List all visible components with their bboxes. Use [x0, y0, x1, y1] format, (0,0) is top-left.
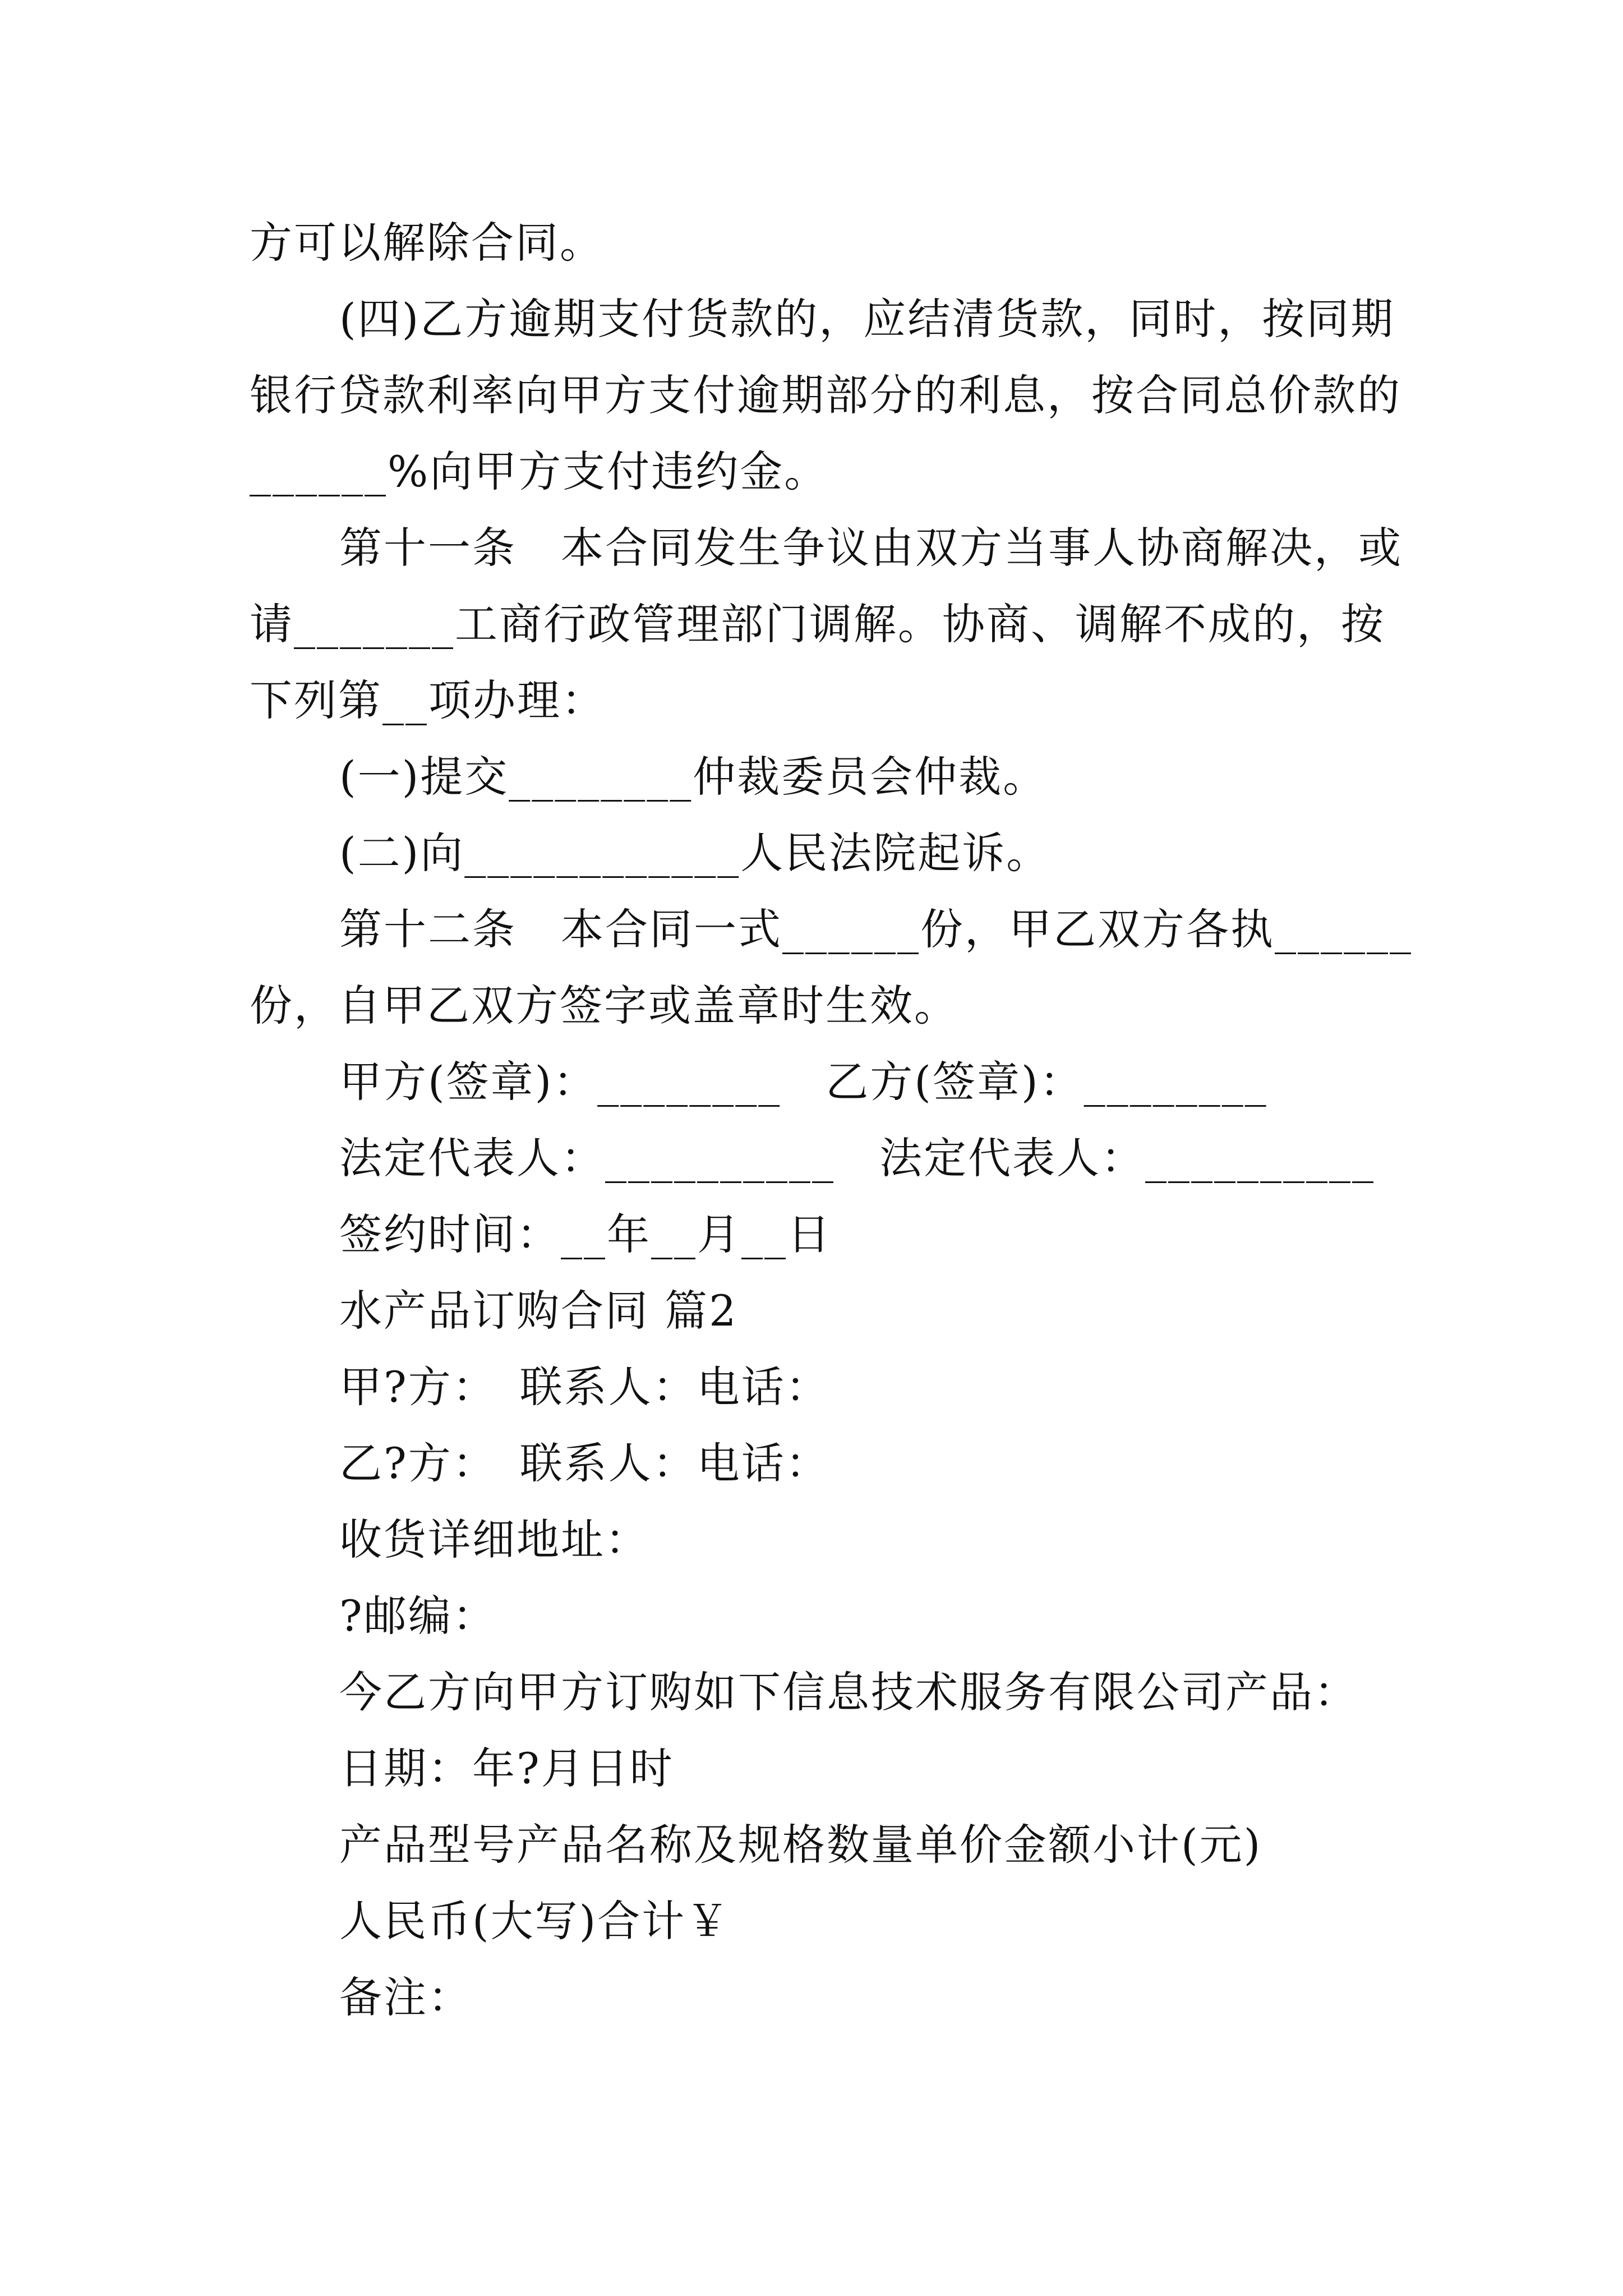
- remarks-line: 备注：: [339, 1972, 472, 2022]
- text-line-6: 请_______工商行政管理部门调解。协商、调解不成的，按: [250, 599, 1385, 649]
- text-line-2: (四)乙方逾期支付货款的，应结清货款，同时，按同期: [339, 294, 1395, 344]
- text-line-9: (二)向____________人民法院起诉。: [339, 828, 1051, 878]
- order-statement-line: 今乙方向甲方订购如下信息技术服务有限公司产品：: [339, 1667, 1358, 1717]
- total-line: 人民币(大写)合计￥: [339, 1896, 731, 1946]
- signing-date-line: 签约时间：__年__月__日: [339, 1209, 832, 1259]
- text-line-5: 第十一条 本合同发生争议由双方当事人协商解决，或: [339, 523, 1403, 573]
- text-line-11: 份，自甲乙双方签字或盖章时生效。: [250, 981, 958, 1030]
- text-line-7: 下列第__项办理：: [250, 675, 606, 725]
- party-a-line: 甲?方： 联系人：电话：: [339, 1362, 830, 1412]
- product-columns-line: 产品型号产品名称及规格数量单价金额小计(元): [339, 1820, 1262, 1870]
- text-line-3: 银行贷款利率向甲方支付逾期部分的利息，按合同总价款的: [250, 370, 1401, 420]
- signature-line: 甲方(签章)：________ 乙方(签章)：________: [339, 1057, 1268, 1107]
- delivery-address-line: 收货详细地址：: [339, 1515, 649, 1565]
- section-heading: 水产品订购合同 篇2: [339, 1286, 738, 1336]
- date-line: 日期：年?月日时: [339, 1743, 674, 1793]
- text-line-10: 第十二条 本合同一式______份，甲乙双方各执______: [339, 904, 1413, 954]
- text-line-8: (一)提交________仲裁委员会仲裁。: [339, 752, 1048, 802]
- postcode-line: ?邮编：: [339, 1591, 497, 1641]
- legal-representative-line: 法定代表人：__________ 法定代表人：__________: [339, 1133, 1375, 1183]
- text-line-1: 方可以解除合同。: [250, 218, 604, 268]
- text-line-4: ______%向甲方支付违约金。: [250, 447, 829, 496]
- party-b-line: 乙?方： 联系人：电话：: [339, 1438, 830, 1488]
